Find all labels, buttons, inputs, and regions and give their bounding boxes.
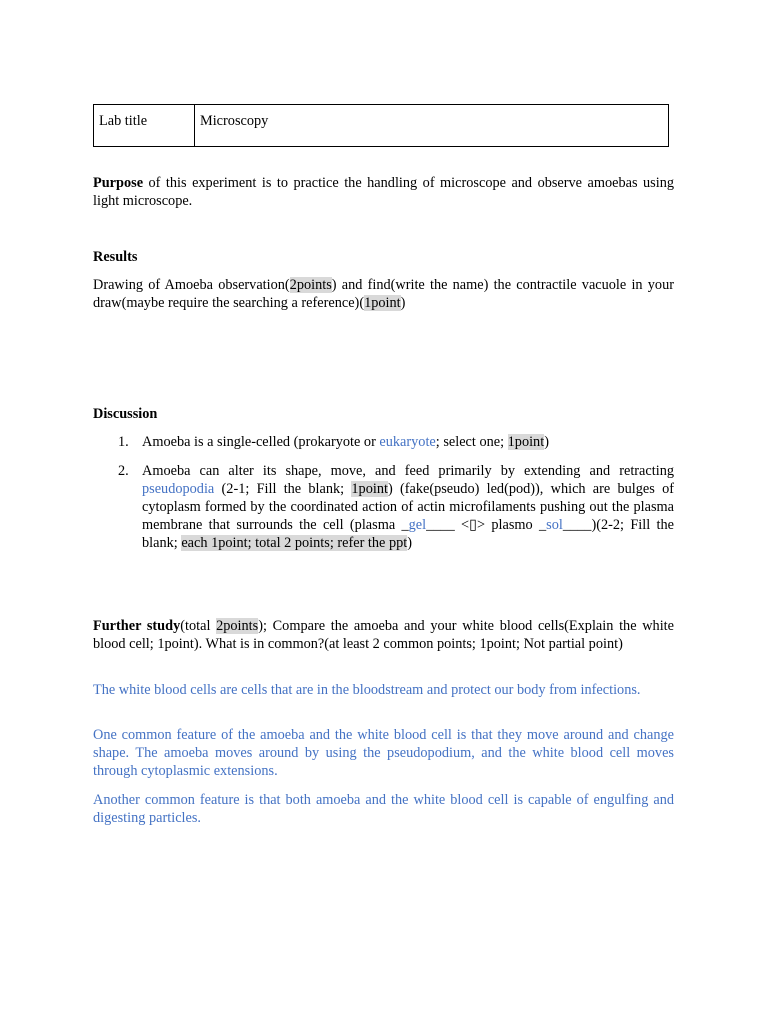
item-text: ____)(2-2; Fill the blank; bbox=[142, 517, 674, 551]
points-highlight: 2points bbox=[289, 277, 332, 293]
answer-text: sol bbox=[546, 517, 563, 533]
item-text: ) (fake(pseudo) led(pod)), which are bulges of cytoplasm formed by the coordinated action of actin microfilaments pushing out the plasma membrane that surrounds the cell (plasma _ bbox=[142, 481, 674, 533]
item-text: ____ <▯> plasmo _ bbox=[426, 517, 547, 533]
answer-text: pseudopodia bbox=[142, 481, 215, 497]
list-item bbox=[93, 433, 674, 451]
list-number: 2. bbox=[118, 463, 129, 479]
discussion-list bbox=[93, 433, 674, 552]
discussion-heading: Discussion bbox=[93, 406, 158, 422]
item-text: ) bbox=[407, 535, 412, 551]
list-item bbox=[93, 462, 674, 552]
further-study-heading: Further study bbox=[93, 618, 181, 634]
points-highlight: 1point bbox=[364, 295, 401, 311]
results-text: Drawing of Amoeba observation( bbox=[93, 277, 290, 293]
answer-paragraph: One common feature of the amoeba and the white blood cell is that they move around and change shape. The amoeba moves around by using the pseudopodium, and the white blood cell moves through cytoplasmic extensions. bbox=[93, 727, 674, 779]
further-study-text: ); Compare the amoeba and your white blood cells(Explain the white blood cell; 1point). What is in common?(at least 2 common points; 1point; Not partial point) bbox=[93, 618, 674, 652]
further-study-text: (total bbox=[180, 618, 217, 634]
lab-title-value: Microscopy bbox=[195, 105, 669, 147]
points-highlight: each 1point; total 2 points; refer the ppt bbox=[181, 535, 408, 551]
results-text: ) and find(write the name) the contractile vacuole in your draw(maybe require the searching a reference)( bbox=[93, 277, 674, 311]
results-heading: Results bbox=[93, 249, 138, 265]
results-paragraph bbox=[93, 276, 674, 312]
list-number: 1. bbox=[118, 434, 129, 450]
item-text: ) bbox=[544, 434, 549, 450]
lab-title-label: Lab title bbox=[94, 105, 195, 147]
points-highlight: 1point bbox=[351, 481, 388, 497]
item-text: Amoeba can alter its shape, move, and feed primarily by extending and retracting bbox=[142, 463, 674, 479]
lab-title-table bbox=[93, 104, 669, 147]
answer-text: gel bbox=[408, 517, 427, 533]
points-highlight: 2points bbox=[216, 618, 259, 634]
answer-paragraph: Another common feature is that both amoeba and the white blood cell is capable of engulfing and digesting particles. bbox=[93, 792, 674, 826]
item-text: (2-1; Fill the blank; bbox=[214, 481, 352, 497]
lab-title-row bbox=[94, 105, 669, 147]
item-text: ; select one; bbox=[435, 434, 508, 450]
purpose-text: of this experiment is to practice the handling of microscope and observe amoebas using light microscope. bbox=[93, 175, 674, 209]
answer-text: eukaryote bbox=[379, 434, 436, 450]
purpose-paragraph bbox=[93, 174, 674, 210]
results-text: ) bbox=[400, 295, 406, 311]
item-text: Amoeba is a single-celled (prokaryote or bbox=[142, 434, 380, 450]
answer-paragraph: The white blood cells are cells that are in the bloodstream and protect our body from infections. bbox=[93, 682, 641, 698]
further-study-paragraph bbox=[93, 617, 674, 653]
purpose-heading: Purpose bbox=[93, 175, 144, 191]
points-highlight: 1point bbox=[507, 434, 545, 450]
